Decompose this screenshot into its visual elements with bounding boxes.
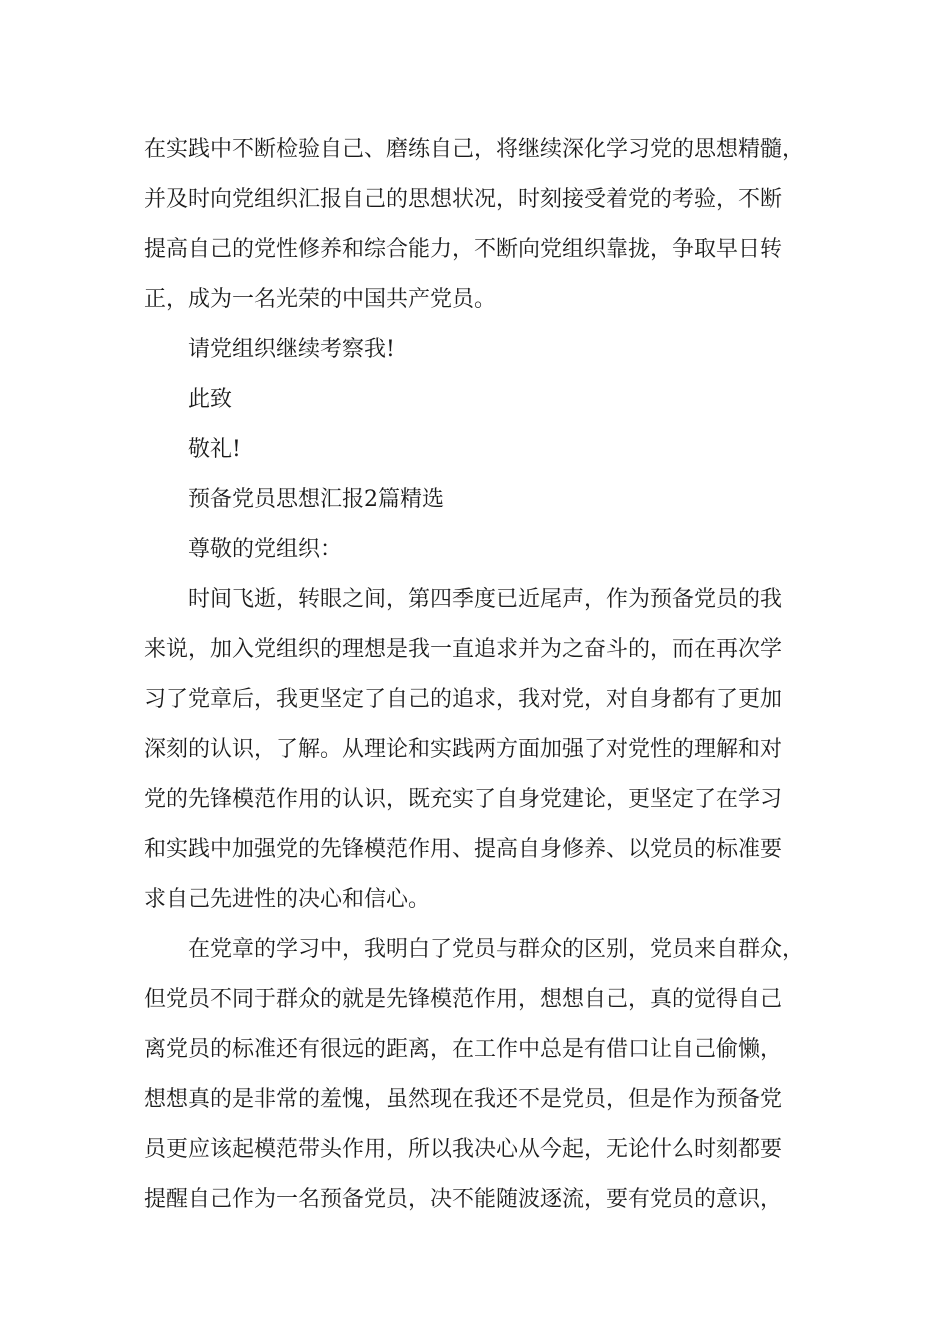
- text-line: 深刻的认识，了解。从理论和实践两方面加强了对党性的理解和对: [144, 737, 783, 762]
- text-line: 想想真的是非常的羞愧，虽然现在我还不是党员，但是作为预备党: [144, 1087, 783, 1112]
- text-line: 来说，加入党组织的理想是我一直追求并为之奋斗的，而在再次学: [144, 637, 783, 662]
- text-line: 习了党章后，我更坚定了自己的追求，我对党，对自身都有了更加: [144, 687, 783, 712]
- greeting: 尊敬的党组织：: [188, 537, 343, 562]
- text-line: 和实践中加强党的先锋模范作用、提高自身修养、以党员的标准要: [144, 837, 783, 862]
- text-line: 提醒自己作为一名预备党员，决不能随波逐流，要有党员的意识，: [144, 1187, 783, 1212]
- text-line: 但党员不同于群众的就是先锋模范作用，想想自己，真的觉得自己: [144, 987, 783, 1012]
- text-line: 求自己先进性的决心和信心。: [144, 887, 431, 912]
- text-line: 时间飞逝，转眼之间，第四季度已近尾声，作为预备党员的我: [188, 587, 783, 612]
- text-line: 正，成为一名光荣的中国共产党员。: [144, 287, 497, 312]
- text-line: 员更应该起模范带头作用，所以我决心从今起，无论什么时刻都要: [144, 1137, 783, 1162]
- text-line: 党的先锋模范作用的认识，既充实了自身党建论，更坚定了在学习: [144, 787, 783, 812]
- text-line: 离党员的标准还有很远的距离，在工作中总是有借口让自己偷懒，: [144, 1037, 783, 1062]
- salutation-cizhi: 此致: [188, 387, 233, 412]
- closing-request: 请党组织继续考察我!: [188, 337, 395, 362]
- salutation-jingli: 敬礼!: [188, 437, 241, 462]
- text-line: 并及时向党组织汇报自己的思想状况，时刻接受着党的考验，不断: [144, 187, 783, 212]
- section-title: 预备党员思想汇报2篇精选: [188, 487, 444, 512]
- text-line: 在党章的学习中，我明白了党员与群众的区别，党员来自群众，: [188, 937, 805, 962]
- text-line: 在实践中不断检验自己、磨练自己，将继续深化学习党的思想精髓，: [144, 137, 805, 162]
- text-line: 提高自己的党性修养和综合能力，不断向党组织靠拢，争取早日转: [144, 237, 783, 262]
